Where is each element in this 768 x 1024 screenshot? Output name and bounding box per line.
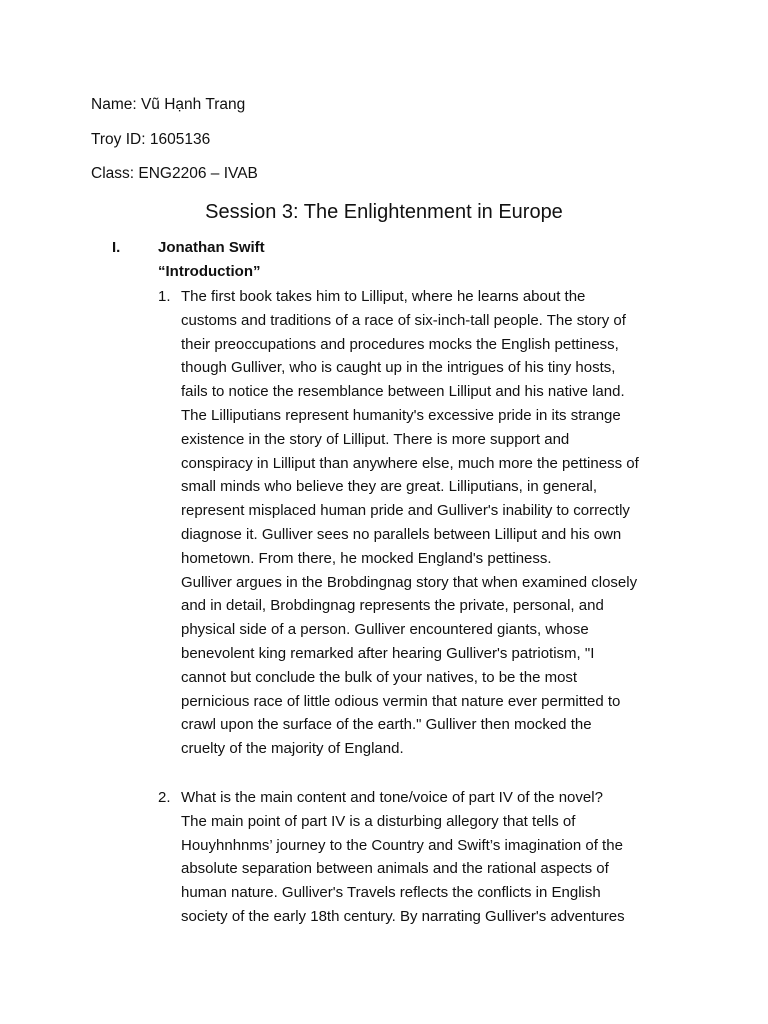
section-heading: Jonathan Swift xyxy=(158,239,265,256)
list-item-number: 1. xyxy=(158,288,171,305)
paragraph-line: society of the early 18th century. By narrating Gulliver's adventures xyxy=(181,907,625,925)
paragraph-line: though Gulliver, who is caught up in the intrigues of his tiny hosts, xyxy=(181,359,616,377)
paragraph-line: absolute separation between animals and the rational aspects of xyxy=(181,860,609,878)
paragraph-line: physical side of a person. Gulliver encountered giants, whose xyxy=(181,621,589,639)
name-value: Vũ Hạnh Trang xyxy=(140,96,246,113)
paragraph-line: cannot but conclude the bulk of your natives, to be the most xyxy=(181,668,578,686)
paragraph-line: customs and traditions of a race of six-inch-tall people. The story of xyxy=(181,311,626,329)
list-item-body xyxy=(181,285,681,761)
paragraph-line: and in detail, Brobdingnag represents the private, personal, and xyxy=(181,597,604,615)
paragraph-line: Houyhnhnms’ journey to the Country and Swift’s imagination of the xyxy=(181,836,623,854)
paragraph-line: The Lilliputians represent humanity's excessive pride in its strange xyxy=(181,406,621,424)
paragraph-line: What is the main content and tone/voice of part IV of the novel? xyxy=(181,789,603,806)
paragraph-line: fails to notice the resemblance between Lilliput and his native land. xyxy=(181,383,625,401)
list-item-number: 2. xyxy=(158,789,171,806)
paragraph-line: pernicious race of little odious vermin that nature ever permitted to xyxy=(181,692,621,710)
class-value: ENG2206 – IVAB xyxy=(138,165,258,182)
troy-id-label: Troy ID: xyxy=(91,131,146,148)
paragraph-line: conspiracy in Lilliput than anywhere else, much more the pettiness of xyxy=(181,454,639,472)
paragraph-line: benevolent king remarked after hearing Gulliver's patriotism, "I xyxy=(181,644,595,662)
list-item-body xyxy=(181,786,681,929)
section-numeral: I. xyxy=(112,239,121,256)
paragraph-line: existence in the story of Lilliput. There is more support and xyxy=(181,430,570,448)
class-line xyxy=(91,164,258,184)
session-title: Session 3: The Enlightenment in Europe xyxy=(205,201,563,223)
paragraph-line: small minds who believe they are great. Lilliputians, in general, xyxy=(181,478,598,496)
paragraph-line: human nature. Gulliver's Travels reflects the conflicts in English xyxy=(181,884,601,902)
troy-id-line xyxy=(91,130,210,150)
troy-id-value: 1605136 xyxy=(149,131,211,148)
paragraph-line: hometown. From there, he mocked England's pettiness. xyxy=(181,549,552,567)
paragraph-line: The first book takes him to Lilliput, where he learns about the xyxy=(181,288,586,305)
paragraph-line: Gulliver argues in the Brobdingnag story that when examined closely xyxy=(181,573,638,591)
name-label: Name: xyxy=(91,96,137,113)
paragraph-line: cruelty of the majority of England. xyxy=(181,740,404,758)
paragraph-line: crawl upon the surface of the earth." Gulliver then mocked the xyxy=(181,716,592,734)
paragraph-line: The main point of part IV is a disturbing allegory that tells of xyxy=(181,812,576,830)
section-subheading: “Introduction” xyxy=(158,263,261,280)
student-name-line xyxy=(91,95,245,115)
paragraph-line: their preoccupations and procedures mocks the English pettiness, xyxy=(181,335,619,353)
paragraph-line: diagnose it. Gulliver sees no parallels between Lilliput and his own xyxy=(181,525,622,543)
class-label: Class: xyxy=(91,165,135,182)
paragraph-line: represent misplaced human pride and Gulliver's inability to correctly xyxy=(181,502,630,520)
